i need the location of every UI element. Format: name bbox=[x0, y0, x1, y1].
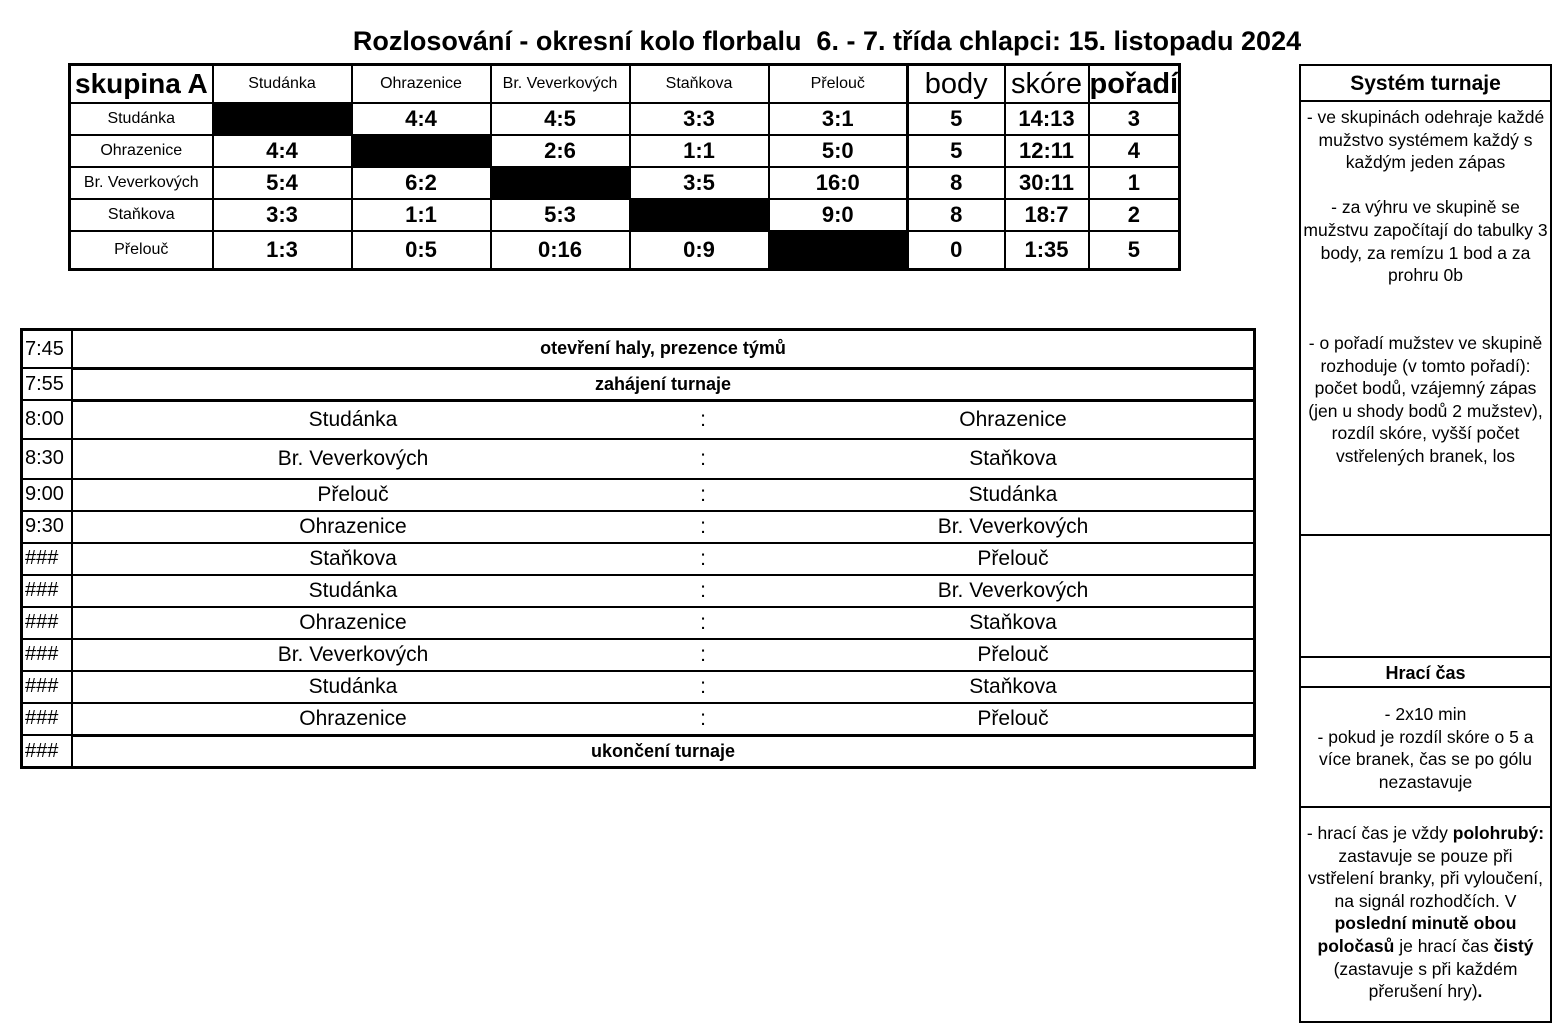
time-title: Hrací čas bbox=[1301, 658, 1550, 688]
score-separator: : bbox=[700, 546, 706, 570]
score-separator: : bbox=[700, 674, 706, 698]
points-cell: 5 bbox=[908, 135, 1005, 167]
goals-cell: 18:7 bbox=[1005, 199, 1089, 231]
match-result: 2:6 bbox=[491, 135, 630, 167]
goals-cell: 30:11 bbox=[1005, 167, 1089, 199]
row-team-name: Br. Veverkových bbox=[70, 167, 213, 199]
diagonal-blank-cell bbox=[630, 199, 769, 231]
schedule-match bbox=[72, 511, 1255, 543]
schedule-time: 8:00 bbox=[22, 400, 73, 439]
rank-cell: 1 bbox=[1089, 167, 1180, 199]
score-separator: : bbox=[700, 482, 706, 506]
group-row bbox=[70, 167, 1180, 199]
home-team: Staňkova bbox=[309, 546, 397, 570]
empty-cell bbox=[1301, 536, 1550, 658]
schedule-time: ### bbox=[22, 671, 73, 703]
group-table bbox=[68, 63, 1181, 271]
schedule-row bbox=[22, 639, 1255, 671]
rank-cell: 3 bbox=[1089, 103, 1180, 135]
schedule-time: ### bbox=[22, 543, 73, 575]
group-row bbox=[70, 135, 1180, 167]
group-name: skupina A bbox=[70, 65, 213, 104]
diagonal-blank-cell bbox=[769, 231, 908, 270]
system-title: Systém turnaje bbox=[1301, 66, 1550, 102]
goals-cell: 1:35 bbox=[1005, 231, 1089, 270]
match-result: 5:3 bbox=[491, 199, 630, 231]
schedule-table bbox=[20, 328, 1256, 769]
col-team-header: Ohrazenice bbox=[352, 65, 491, 104]
schedule-row bbox=[22, 607, 1255, 639]
match-result: 1:1 bbox=[352, 199, 491, 231]
schedule-event: otevření haly, prezence týmů bbox=[72, 330, 1255, 369]
group-row bbox=[70, 231, 1180, 270]
schedule-time: 9:30 bbox=[22, 511, 73, 543]
schedule-match bbox=[72, 400, 1255, 439]
home-team: Br. Veverkových bbox=[277, 642, 429, 666]
schedule-match bbox=[72, 439, 1255, 479]
schedule-match bbox=[72, 671, 1255, 703]
match-result: 3:3 bbox=[213, 199, 352, 231]
away-team: Br. Veverkových bbox=[937, 578, 1089, 602]
schedule-time: 9:00 bbox=[22, 479, 73, 511]
away-team: Ohrazenice bbox=[959, 407, 1067, 431]
rules-text-part: je hrací čas bbox=[1394, 935, 1494, 956]
col-skore-header: skóre bbox=[1005, 65, 1089, 104]
schedule-match bbox=[72, 543, 1255, 575]
match-result: 3:3 bbox=[630, 103, 769, 135]
away-team: Staňkova bbox=[969, 610, 1057, 634]
page-title-text: Rozlosování - okresní kolo florbalu 6. - 7. třída chlapci: 15. listopadu 2024 bbox=[352, 26, 1302, 56]
schedule-match bbox=[72, 575, 1255, 607]
page-title bbox=[0, 26, 1564, 57]
schedule-row bbox=[22, 511, 1255, 543]
points-cell: 0 bbox=[908, 231, 1005, 270]
away-team: Přelouč bbox=[977, 642, 1049, 666]
away-team: Studánka bbox=[968, 482, 1058, 506]
rules-text-bold: . bbox=[1477, 981, 1483, 1002]
away-team: Přelouč bbox=[977, 706, 1049, 730]
home-team: Studánka bbox=[308, 674, 398, 698]
match-result: 3:5 bbox=[630, 167, 769, 199]
schedule-time: ### bbox=[22, 703, 73, 736]
home-team: Studánka bbox=[308, 578, 398, 602]
schedule-row bbox=[22, 368, 1255, 400]
schedule-match bbox=[72, 639, 1255, 671]
schedule-row bbox=[22, 330, 1255, 369]
schedule-time: 7:45 bbox=[22, 330, 73, 369]
group-row bbox=[70, 199, 1180, 231]
rules-panel bbox=[1299, 64, 1552, 1023]
col-team-header: Br. Veverkových bbox=[491, 65, 630, 104]
diagonal-blank-cell bbox=[352, 135, 491, 167]
score-separator: : bbox=[700, 706, 706, 730]
match-result: 5:0 bbox=[769, 135, 908, 167]
schedule-match bbox=[72, 607, 1255, 639]
match-result: 16:0 bbox=[769, 167, 908, 199]
schedule-time: ### bbox=[22, 575, 73, 607]
home-team: Ohrazenice bbox=[299, 706, 407, 730]
col-body-header: body bbox=[908, 65, 1005, 104]
rules-text-part: zastavuje se pouze při vstřelení branky, při vyloučení, na signál rozhodčích. V bbox=[1307, 845, 1544, 911]
schedule-row bbox=[22, 575, 1255, 607]
away-team: Staňkova bbox=[969, 446, 1057, 470]
home-team: Přelouč bbox=[317, 482, 389, 506]
match-result: 0:16 bbox=[491, 231, 630, 270]
schedule-time: 8:30 bbox=[22, 439, 73, 479]
col-team-header: Přelouč bbox=[769, 65, 908, 104]
home-team: Ohrazenice bbox=[299, 514, 407, 538]
match-result: 3:1 bbox=[769, 103, 908, 135]
score-separator: : bbox=[700, 514, 706, 538]
rules-text bbox=[1301, 808, 1550, 1003]
points-cell: 8 bbox=[908, 199, 1005, 231]
row-team-name: Studánka bbox=[70, 103, 213, 135]
schedule-event: ukončení turnaje bbox=[72, 735, 1255, 768]
schedule-row bbox=[22, 439, 1255, 479]
rank-cell: 4 bbox=[1089, 135, 1180, 167]
match-result: 4:5 bbox=[491, 103, 630, 135]
match-result: 9:0 bbox=[769, 199, 908, 231]
schedule-event: zahájení turnaje bbox=[72, 368, 1255, 400]
match-result: 1:3 bbox=[213, 231, 352, 270]
match-result: 5:4 bbox=[213, 167, 352, 199]
group-header-row bbox=[70, 65, 1180, 104]
row-team-name: Staňkova bbox=[70, 199, 213, 231]
home-team: Br. Veverkových bbox=[277, 446, 429, 470]
diagonal-blank-cell bbox=[213, 103, 352, 135]
row-team-name: Ohrazenice bbox=[70, 135, 213, 167]
match-result: 0:9 bbox=[630, 231, 769, 270]
schedule-row bbox=[22, 735, 1255, 768]
schedule-time: ### bbox=[22, 639, 73, 671]
match-result: 1:1 bbox=[630, 135, 769, 167]
match-result: 0:5 bbox=[352, 231, 491, 270]
group-row bbox=[70, 103, 1180, 135]
row-team-name: Přelouč bbox=[70, 231, 213, 270]
score-separator: : bbox=[700, 578, 706, 602]
col-poradi-header: pořadí bbox=[1089, 65, 1180, 104]
schedule-time: ### bbox=[22, 607, 73, 639]
home-team: Studánka bbox=[308, 407, 398, 431]
schedule-row bbox=[22, 543, 1255, 575]
time-text: - 2x10 min - pokud je rozdíl skóre o 5 a více branek, čas se po gólu nezastavuje bbox=[1301, 688, 1550, 808]
schedule-time: ### bbox=[22, 735, 73, 768]
match-result: 6:2 bbox=[352, 167, 491, 199]
rank-cell: 2 bbox=[1089, 199, 1180, 231]
schedule-row bbox=[22, 400, 1255, 439]
points-cell: 5 bbox=[908, 103, 1005, 135]
away-team: Staňkova bbox=[969, 674, 1057, 698]
schedule-match bbox=[72, 479, 1255, 511]
rules-text-bold: polohrubý: bbox=[1452, 823, 1545, 843]
rules-text-bold: poslední minutě obou poločasů bbox=[1317, 913, 1517, 956]
goals-cell: 14:13 bbox=[1005, 103, 1089, 135]
score-separator: : bbox=[700, 610, 706, 634]
away-team: Přelouč bbox=[977, 546, 1049, 570]
points-cell: 8 bbox=[908, 167, 1005, 199]
schedule-row bbox=[22, 671, 1255, 703]
away-team: Br. Veverkových bbox=[937, 514, 1089, 538]
score-separator: : bbox=[700, 642, 706, 666]
home-team: Ohrazenice bbox=[299, 610, 407, 634]
goals-cell: 12:11 bbox=[1005, 135, 1089, 167]
col-team-header: Staňkova bbox=[630, 65, 769, 104]
score-separator: : bbox=[700, 446, 706, 470]
schedule-match bbox=[72, 703, 1255, 736]
rules-text-part: (zastavuje s při každém přerušení hry) bbox=[1333, 958, 1518, 1002]
diagonal-blank-cell bbox=[491, 167, 630, 199]
schedule-row bbox=[22, 703, 1255, 736]
schedule-row bbox=[22, 479, 1255, 511]
system-text: - ve skupinách odehraje každé mužstvo systémem každý s každým jeden zápas - za výhru ve skupině se mužstvu započítají do tabulky 3 body, za remízu 1 bod a za prohru 0b - o pořadí mužstev ve skupině rozhoduje (v tomto pořadí): počet bodů, vzájemný zápas (jen u shody bodů 2 mužstev), rozdíl skóre, vyšší počet vstřelených branek, los bbox=[1301, 102, 1550, 536]
rank-cell: 5 bbox=[1089, 231, 1180, 270]
match-result: 4:4 bbox=[352, 103, 491, 135]
match-result: 4:4 bbox=[213, 135, 352, 167]
col-team-header: Studánka bbox=[213, 65, 352, 104]
rules-text-part: - hrací čas je vždy bbox=[1306, 823, 1453, 843]
schedule-time: 7:55 bbox=[22, 368, 73, 400]
score-separator: : bbox=[700, 407, 706, 431]
rules-text-bold: čistý bbox=[1493, 935, 1534, 956]
